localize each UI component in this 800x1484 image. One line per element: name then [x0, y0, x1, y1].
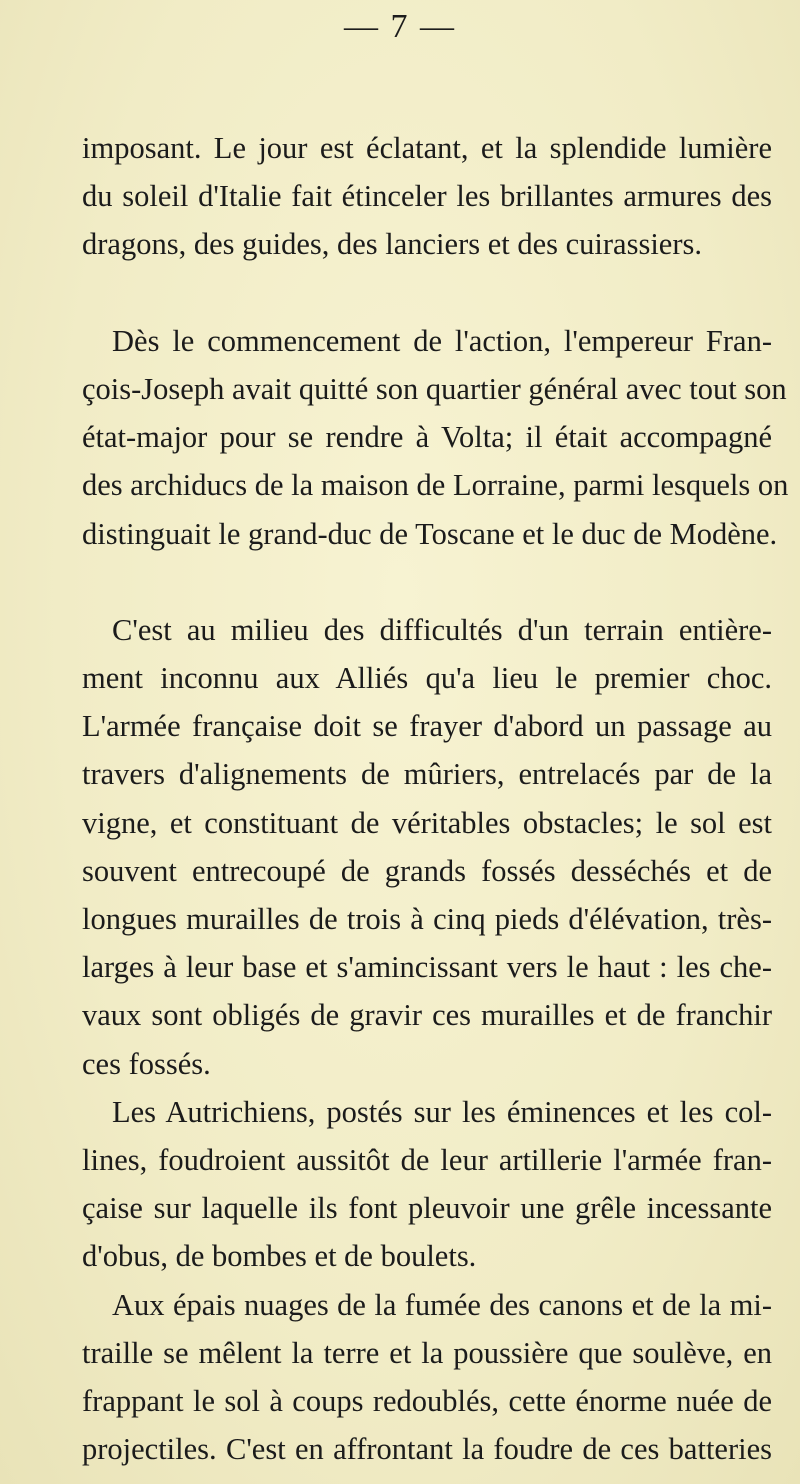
text-line: dragons, des guides, des lanciers et des cuirassiers. [82, 227, 702, 262]
text-line: Aux épais nuages de la fumée des canons et de la mi- [112, 1287, 772, 1322]
text-line: vigne, et constituant de véritables obstacles; le sol est [82, 805, 772, 840]
text-line: çaise sur laquelle ils font pleuvoir une grêle incessante [82, 1191, 772, 1226]
paragraph-gap [82, 558, 772, 606]
text-line: larges à leur base et s'amincissant vers le haut : les che- [82, 950, 772, 985]
text-line: ces fossés. [82, 1046, 211, 1081]
text-line: traille se mêlent la terre et la poussière que soulève, en [82, 1335, 772, 1370]
page-body [82, 124, 789, 1473]
text-line: projectiles. C'est en affrontant la foudre de ces batteries [82, 1432, 772, 1467]
text-line: longues murailles de trois à cinq pieds d'élévation, très- [82, 902, 772, 936]
paragraph-1 [82, 124, 772, 269]
text-line: distinguait le grand-duc de Toscane et le duc de Modène. [82, 516, 778, 551]
text-line: vaux sont obligés de gravir ces murailles et de franchir [82, 998, 772, 1033]
text-line: des archiducs de la maison de Lorraine, parmi lesquels on [82, 468, 789, 503]
text-line: çois-Joseph avait quitté son quartier général avec tout son [82, 371, 787, 406]
paragraph-5 [82, 1281, 772, 1474]
text-line: d'obus, de bombes et de boulets. [82, 1239, 477, 1274]
text-line: état-major pour se rendre à Volta; il était accompagné [82, 420, 772, 455]
text-line: ment inconnu aux Alliés qu'a lieu le premier choc. [82, 661, 772, 696]
text-line: souvent entrecoupé de grands fossés desséchés et de [82, 853, 772, 888]
text-line: frappant le sol à coups redoublés, cette énorme nuée de [82, 1383, 772, 1418]
paragraph-gap [82, 269, 772, 317]
paragraph-2 [82, 317, 789, 558]
paragraph-3 [82, 606, 772, 1088]
text-line: Les Autrichiens, postés sur les éminences et les col- [112, 1094, 772, 1129]
page-number: — 7 — [344, 8, 456, 45]
text-line: L'armée française doit se frayer d'abord un passage au [82, 709, 772, 744]
text-line: C'est au milieu des difficultés d'un terrain entière- [112, 612, 772, 647]
text-line: Dès le commencement de l'action, l'empereur Fran- [112, 323, 772, 358]
paragraph-4 [82, 1088, 772, 1281]
text-line: imposant. Le jour est éclatant, et la splendide lumière [82, 131, 772, 165]
text-line: travers d'alignements de mûriers, entrelacés par de la [82, 757, 772, 792]
text-line: du soleil d'Italie fait étinceler les brillantes armures des [82, 179, 772, 214]
text-line: lines, foudroient aussitôt de leur artillerie l'armée fran- [82, 1142, 772, 1177]
